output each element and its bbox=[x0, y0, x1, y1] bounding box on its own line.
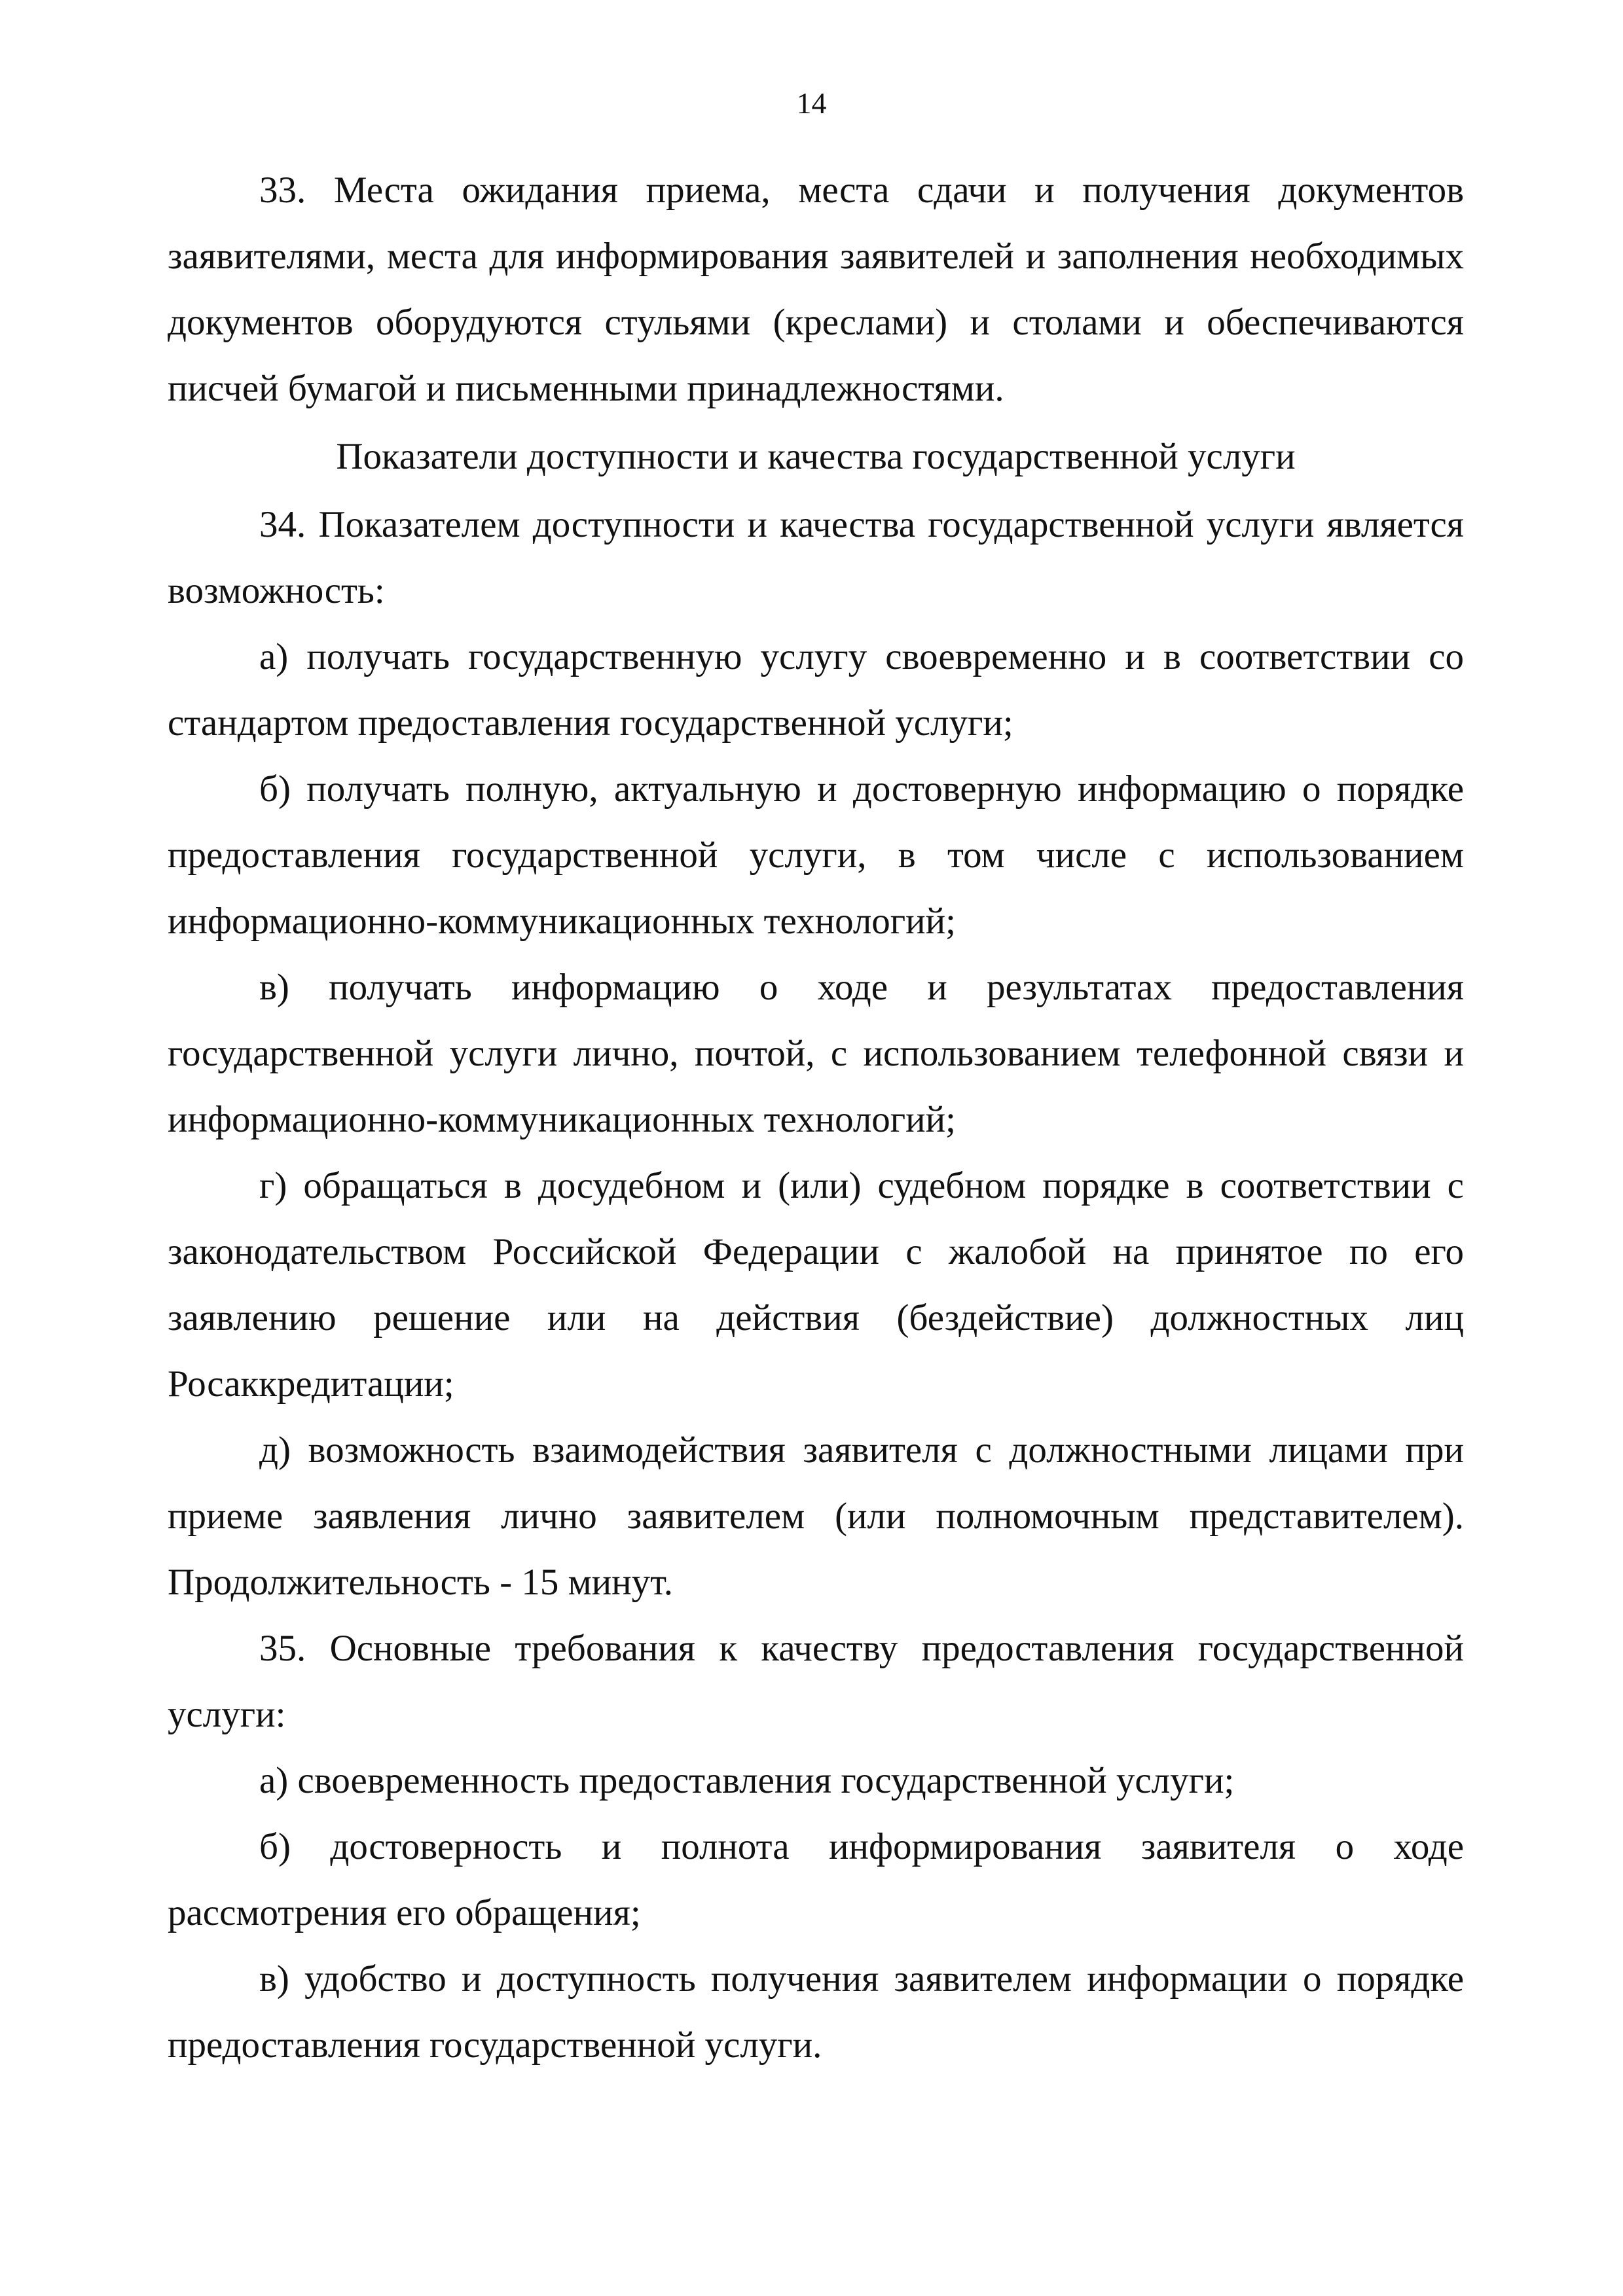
paragraph-34-a: а) получать государственную услугу своевременно и в соответствии со стандартом предоставления государственной услуги; bbox=[168, 636, 1464, 744]
paragraph-34-b: б) получать полную, актуальную и достоверную информацию о порядке предоставления государственной услуги, в том числе с использованием информационно-коммуникационных технологий; bbox=[168, 768, 1464, 942]
paragraph-34-d: д) возможность взаимодействия заявителя с должностными лицами при приеме заявления лично заявителем (или полномочным представителем). Продолжительность - 15 минут. bbox=[168, 1429, 1464, 1603]
paragraph-34: 34. Показателем доступности и качества государственной услуги является возможность: bbox=[168, 504, 1464, 611]
document-body bbox=[168, 157, 1464, 2078]
paragraph-33: 33. Места ожидания приема, места сдачи и получения документов заявителями, места для информирования заявителей и заполнения необходимых документов оборудуются стульями (креслами) и столами и обеспечиваются писчей бумагой и письменными принадлежностями. bbox=[168, 170, 1464, 409]
paragraph-35-a: а) своевременность предоставления государственной услуги; bbox=[259, 1760, 1235, 1801]
paragraph-34-g: г) обращаться в досудебном и (или) судебном порядке в соответствии с законодательством Российской Федерации с жалобой на принятое по его заявлению решение или на действия (бездействие) должностных лиц Росаккредитации; bbox=[168, 1165, 1464, 1405]
paragraph-34-v: в) получать информацию о ходе и результатах предоставления государственной услуги лично, почтой, с использованием телефонной связи и информационно-коммуникационных технологий; bbox=[168, 967, 1464, 1140]
page-number: 14 bbox=[796, 86, 827, 120]
section-heading: Показатели доступности и качества государственной услуги bbox=[336, 436, 1296, 477]
paragraph-35-v: в) удобство и доступность получения заявителем информации о порядке предоставления государственной услуги. bbox=[168, 1958, 1464, 2066]
paragraph-35: 35. Основные требования к качеству предоставления государственной услуги: bbox=[168, 1628, 1464, 1735]
paragraph-35-b: б) достоверность и полнота информирования заявителя о ходе рассмотрения его обращения; bbox=[168, 1826, 1464, 1933]
